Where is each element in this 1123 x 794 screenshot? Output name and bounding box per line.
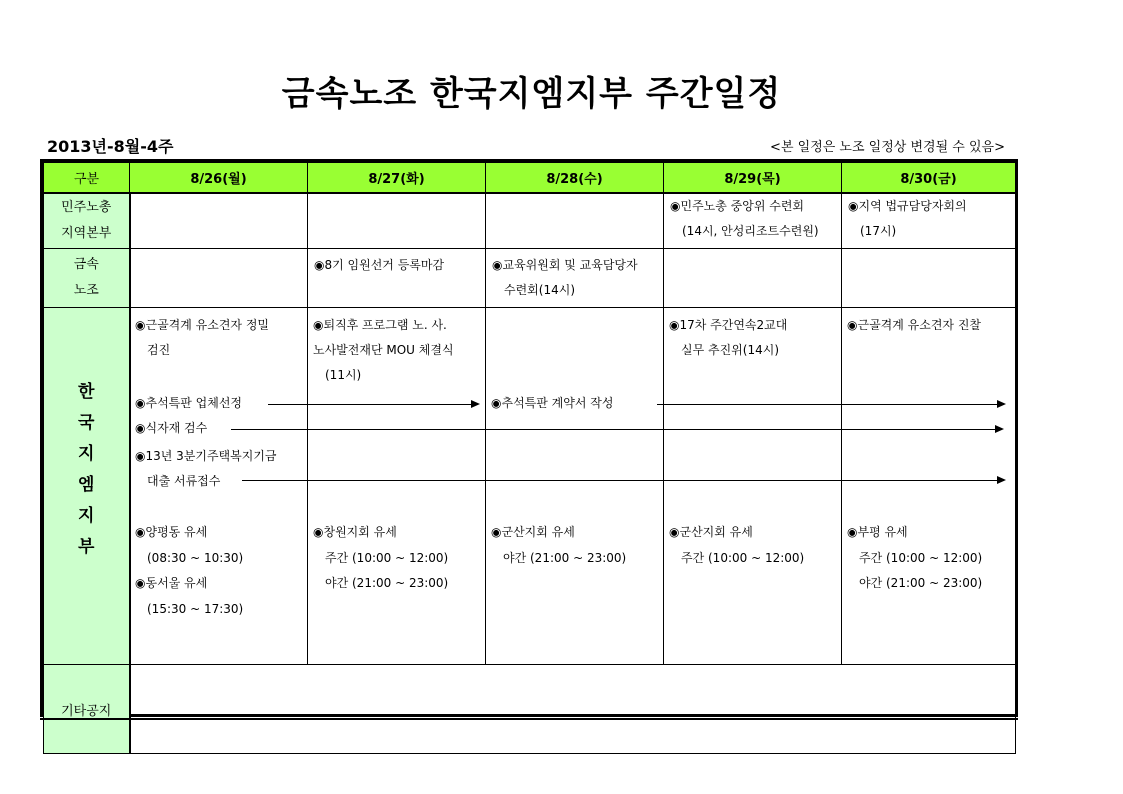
event-text: ◉군산지회 유세 (491, 525, 575, 539)
row-label-char: 지 (78, 444, 95, 464)
cell-kctu-tue (308, 193, 486, 249)
row-label-kmwu (44, 249, 130, 308)
gm-tue-campaigns (313, 520, 448, 597)
event-text: ◉교육위원회 및 교육담당자 (492, 258, 638, 272)
header-day-thu: 8/29(목) (664, 163, 842, 194)
cell-kctu-wed (486, 193, 664, 249)
cell-kmwu-tue (308, 249, 486, 308)
header-day-tue: 8/27(화) (308, 163, 486, 194)
event-text: ◉추석특판 계약서 작성 (491, 396, 614, 410)
event-text: ◉식자재 검수 (135, 421, 208, 435)
header-row (44, 163, 1016, 194)
row-etc (44, 665, 1016, 754)
event-text: ◉양평동 유세 (135, 525, 208, 539)
event-text: 대출 서류접수 (147, 474, 221, 488)
event-text: ◉동서울 유세 (135, 576, 208, 590)
cell-etc (130, 665, 1016, 754)
event-text: 수련회(14시) (504, 283, 576, 297)
row-label-char: 부 (78, 537, 95, 557)
row-label-gm (44, 308, 130, 665)
row-kmwu (44, 249, 1016, 308)
cell-kmwu-wed (486, 249, 664, 308)
event-text: ◉지역 법규담당자회의 (848, 199, 967, 213)
cell-kmwu-thu (664, 249, 842, 308)
gm-fri-event-1 (847, 313, 981, 338)
page-title: 금속노조 한국지엠지부 주간일정 (281, 74, 782, 114)
event-text: ◉13년 3분기주택복지기금 (135, 449, 277, 463)
event-text: 주간 (10:00 ~ 12:00) (681, 550, 805, 565)
cell-kctu-fri (842, 193, 1016, 249)
event-text: ◉민주노총 중앙위 수련회 (670, 199, 805, 213)
header-day-fri: 8/30(금) (842, 163, 1016, 194)
event-text: 실무 추진위(14시) (681, 343, 779, 357)
event-text: ◉추석특판 업체선정 (135, 396, 243, 410)
event-text: ◉군산지회 유세 (669, 525, 753, 539)
event-text: ◉근골격계 유소견자 정밀 (135, 318, 270, 332)
gm-housing-event (135, 444, 277, 494)
row-label-char: 지 (78, 506, 95, 526)
row-kctu (44, 193, 1016, 249)
event-text: 검진 (147, 343, 171, 357)
cell-kctu-thu (664, 193, 842, 249)
header-day-wed: 8/28(수) (486, 163, 664, 194)
row-label-line: 금속 (73, 257, 99, 272)
arrow-icon (231, 429, 1002, 430)
event-text: 주간 (10:00 ~ 12:00) (325, 550, 449, 565)
gm-thu-campaigns (669, 520, 804, 571)
row-label-char: 한 (78, 382, 95, 402)
arrow-icon (242, 480, 1004, 481)
cell-kmwu-fri (842, 249, 1016, 308)
event-text: ◉퇴직후 프로그램 노. 사. (313, 318, 447, 332)
row-label-kctu (44, 193, 130, 249)
event-text: 야간 (21:00 ~ 23:00) (325, 576, 449, 590)
gm-mon-campaigns (135, 520, 243, 622)
row-label-line: 지역본부 (61, 226, 112, 241)
cell-gm-fri (842, 308, 1016, 665)
gm-tue-event-1 (313, 313, 454, 388)
header-day-mon: 8/26(월) (130, 163, 308, 194)
row-label-char: 엠 (78, 475, 95, 495)
arrow-icon (268, 404, 478, 405)
event-text: (08:30 ~ 10:30) (147, 550, 244, 565)
event-text: ◉부평 유세 (847, 525, 908, 539)
cell-gm-wed (486, 308, 664, 665)
event-text: ◉8기 임원선거 등록마감 (314, 258, 445, 272)
arrow-icon (657, 404, 1004, 405)
row-label-line: 민주노총 (61, 200, 112, 215)
header-label: 구분 (44, 163, 130, 194)
event-text: ◉17차 주간연속2교대 (669, 318, 788, 332)
schedule-table-frame (40, 159, 1018, 717)
event-text: 주간 (10:00 ~ 12:00) (859, 550, 983, 565)
schedule-notice: <본 일정은 노조 일정상 변경될 수 있음> (770, 140, 1005, 155)
event-text: 노사발전재단 MOU 체결식 (313, 343, 454, 357)
cell-kmwu-mon (130, 249, 308, 308)
event-text: 야간 (21:00 ~ 23:00) (503, 550, 627, 565)
event-text: (14시, 안성리조트수련원) (682, 224, 819, 238)
week-label: 2013년-8월-4주 (47, 137, 174, 156)
event-text: (11시) (325, 368, 362, 382)
row-label-line: 노조 (73, 283, 99, 298)
row-label-etc: 기타공지 (44, 665, 130, 754)
gm-thu-event-1 (669, 313, 787, 363)
event-text: ◉창원지회 유세 (313, 525, 397, 539)
event-text: 야간 (21:00 ~ 23:00) (859, 576, 983, 590)
cell-kctu-mon (130, 193, 308, 249)
gm-wed-campaigns (491, 520, 626, 571)
event-text: (17시) (860, 224, 897, 238)
row-label-char: 국 (78, 413, 95, 433)
gm-mon-event-1 (135, 313, 269, 363)
event-text: ◉근골격계 유소견자 진찰 (847, 318, 982, 332)
gm-fri-campaigns (847, 520, 982, 597)
event-text: (15:30 ~ 17:30) (147, 601, 244, 616)
